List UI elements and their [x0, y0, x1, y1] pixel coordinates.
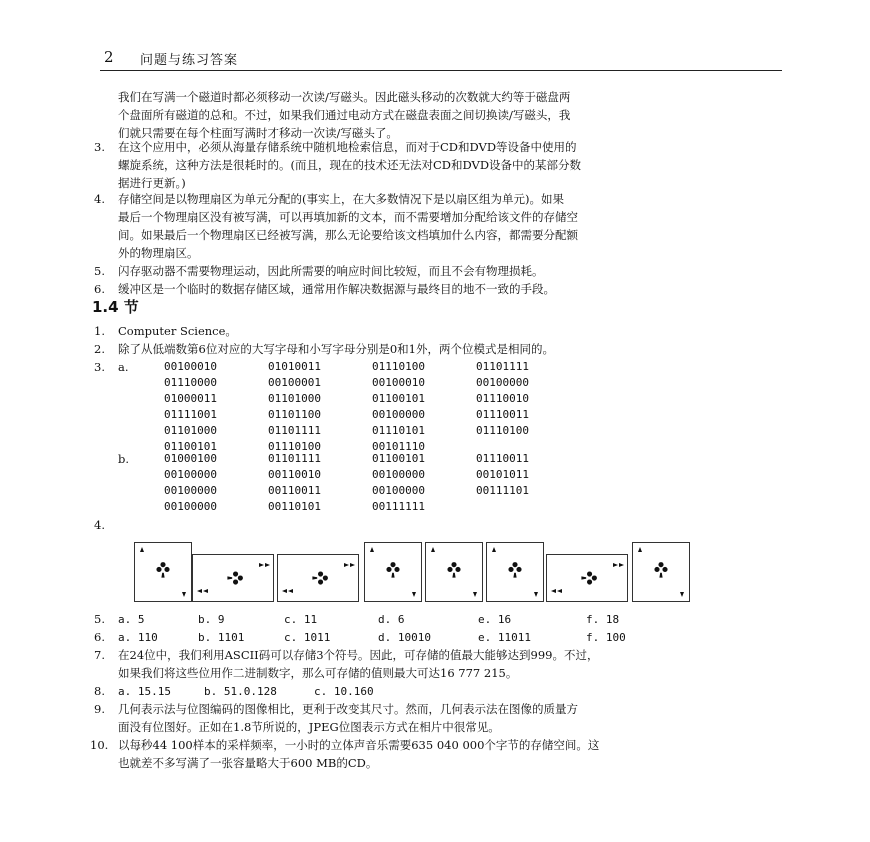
answer-cell: c. 10.160 — [314, 685, 374, 698]
playing-card-upright — [364, 542, 422, 602]
answer-cell: b. 51.0.128 — [204, 685, 277, 698]
item-number: 1. — [94, 324, 105, 338]
club-icon — [193, 555, 273, 601]
binary-cell: 01101111 — [268, 452, 321, 465]
section-heading: 1.4 节 — [92, 298, 139, 316]
binary-cell: 01110010 — [476, 392, 529, 405]
club-icon — [633, 543, 689, 601]
binary-cell: 00101110 — [372, 440, 425, 453]
answer-line: 最后一个物理扇区没有被写满，可以再填加新的文本，而不需要增加分配给该文件的存储空 — [118, 210, 578, 224]
binary-cell: 01101100 — [268, 408, 321, 421]
playing-card-sideways — [546, 554, 628, 602]
answer-cell: a. 110 — [118, 631, 158, 644]
item-number: 2. — [94, 342, 105, 356]
item-number: 3. — [94, 360, 105, 374]
club-icon — [426, 543, 482, 601]
answer-line: 在这个应用中，必须从海量存储系统中随机地检索信息，而对于CD和DVD等设备中使用的 — [118, 140, 577, 154]
answer-line: Computer Science。 — [118, 324, 237, 338]
item-number: 5. — [94, 612, 105, 626]
answer-line: 面没有位图好。正如在1.8节所说的，JPEG位图表示方式在相片中很常见。 — [118, 720, 500, 734]
binary-cell: 00110011 — [268, 484, 321, 497]
binary-cell: 01000011 — [164, 392, 217, 405]
binary-cell: 00100001 — [268, 376, 321, 389]
binary-cell: 01110011 — [476, 408, 529, 421]
binary-cell: 00100000 — [164, 468, 217, 481]
club-icon — [278, 555, 358, 601]
binary-cell: 00100000 — [476, 376, 529, 389]
answer-line: 螺旋系统，这种方法是很耗时的。(而且，现在的技术还无法对CD和DVD设备中的某部分数 — [118, 158, 582, 172]
binary-cell: 00100010 — [372, 376, 425, 389]
answer-cell: e. 16 — [478, 613, 512, 626]
binary-cell: 01101111 — [268, 424, 321, 437]
playing-card-upright — [486, 542, 544, 602]
binary-cell: 01110011 — [476, 452, 529, 465]
answer-line: 除了从低端数第6位对应的大写字母和小写字母分别是0和1外，两个位模式是相同的。 — [118, 342, 554, 356]
binary-cell: 00100000 — [372, 408, 425, 421]
item-number: 8. — [94, 684, 105, 698]
answer-cell: f. 18 — [586, 613, 620, 626]
binary-cell: 00111111 — [372, 500, 425, 513]
item-number: 5. — [94, 264, 105, 278]
answer-line: 几何表示法与位图编码的图像相比，更利于改变其尺寸。然而，几何表示法在图像的质量方 — [118, 702, 578, 716]
item-number: 3. — [94, 140, 105, 154]
answer-line: 闪存驱动器不需要物理运动，因此所需要的响应时间比较短，而且不会有物理损耗。 — [118, 264, 544, 278]
answer-line: 如果我们将这些位用作二进制数字，那么可存储的值则最大可达16 777 215。 — [118, 666, 518, 680]
binary-cell: 00110010 — [268, 468, 321, 481]
answer-line: 间。如果最后一个物理扇区已经被写满，那么无论要给该文档填加什么内容，都需要分配额 — [118, 228, 578, 242]
answer-line: 存储空间是以物理扇区为单元分配的(事实上，在大多数情况下是以扇区组为单元)。如果 — [118, 192, 564, 206]
answer-line: 以每秒44 100样本的采样频率，一小时的立体声音乐需要635 040 000个字节的存储空间。这 — [118, 738, 600, 752]
item-number: 4. — [94, 518, 105, 532]
binary-cell: 01110101 — [372, 424, 425, 437]
answer-cell: b. 9 — [198, 613, 225, 626]
club-icon — [135, 543, 191, 601]
binary-cell: 01100101 — [372, 392, 425, 405]
playing-card-upright — [632, 542, 690, 602]
item-number: 6. — [94, 282, 105, 296]
binary-cell: 01000100 — [164, 452, 217, 465]
playing-card-sideways — [192, 554, 274, 602]
item-number: 9. — [94, 702, 105, 716]
header-rule — [100, 70, 782, 71]
binary-cell: 01100101 — [164, 440, 217, 453]
answer-cell: c. 1011 — [284, 631, 331, 644]
binary-cell: 00101011 — [476, 468, 529, 481]
subitem-label: b. — [118, 452, 130, 466]
item-number: 6. — [94, 630, 105, 644]
answer-cell: c. 11 — [284, 613, 318, 626]
binary-cell: 01101000 — [268, 392, 321, 405]
item-number: 4. — [94, 192, 105, 206]
answer-cell: f. 100 — [586, 631, 626, 644]
binary-cell: 00110101 — [268, 500, 321, 513]
answer-line: 缓冲区是一个临时的数据存储区域，通常用作解决数据源与最终目的地不一致的手段。 — [118, 282, 555, 296]
binary-cell: 00100010 — [164, 360, 217, 373]
item-number: 7. — [94, 648, 105, 662]
binary-cell: 01110100 — [268, 440, 321, 453]
answer-cell: a. 15.15 — [118, 685, 171, 698]
club-icon — [487, 543, 543, 601]
club-icon — [547, 555, 627, 601]
answer-cell: e. 11011 — [478, 631, 531, 644]
binary-cell: 01101111 — [476, 360, 529, 373]
answer-cell: a. 5 — [118, 613, 145, 626]
playing-card-sideways — [277, 554, 359, 602]
answer-line: 在24位中，我们利用ASCII码可以存储3个符号。因此，可存储的值最大能够达到999。不过， — [118, 648, 599, 662]
binary-cell: 01010011 — [268, 360, 321, 373]
playing-card-upright — [425, 542, 483, 602]
answer-cell: d. 10010 — [378, 631, 431, 644]
answer-cell: b. 1101 — [198, 631, 245, 644]
binary-cell: 01110100 — [372, 360, 425, 373]
binary-cell: 01101000 — [164, 424, 217, 437]
binary-cell: 00100000 — [372, 468, 425, 481]
intro-line: 个盘面所有磁道的总和。不过，如果我们通过电动方式在磁盘表面之间切换读/写磁头，我 — [118, 108, 571, 122]
binary-cell: 00100000 — [164, 484, 217, 497]
answer-line: 据进行更新。) — [118, 176, 186, 190]
answer-line: 外的物理扇区。 — [118, 246, 199, 260]
binary-cell: 01110100 — [476, 424, 529, 437]
running-header: 问题与练习答案 — [140, 53, 239, 68]
binary-cell: 01111001 — [164, 408, 217, 421]
intro-line: 我们在写满一个磁道时都必须移动一次读/写磁头。因此磁头移动的次数就大约等于磁盘两 — [118, 90, 571, 104]
item-number: 10. — [90, 738, 109, 752]
subitem-label: a. — [118, 360, 129, 374]
binary-cell: 00100000 — [372, 484, 425, 497]
answer-line: 也就差不多写满了一张容量略大于600 MB的CD。 — [118, 756, 378, 770]
playing-card-upright — [134, 542, 192, 602]
club-icon — [365, 543, 421, 601]
answer-cell: d. 6 — [378, 613, 405, 626]
binary-cell: 01100101 — [372, 452, 425, 465]
page-number: 2 — [104, 48, 114, 66]
binary-cell: 01110000 — [164, 376, 217, 389]
intro-line: 们就只需要在每个柱面写满时才移动一次读/写磁头了。 — [118, 126, 398, 140]
binary-cell: 00111101 — [476, 484, 529, 497]
binary-cell: 00100000 — [164, 500, 217, 513]
